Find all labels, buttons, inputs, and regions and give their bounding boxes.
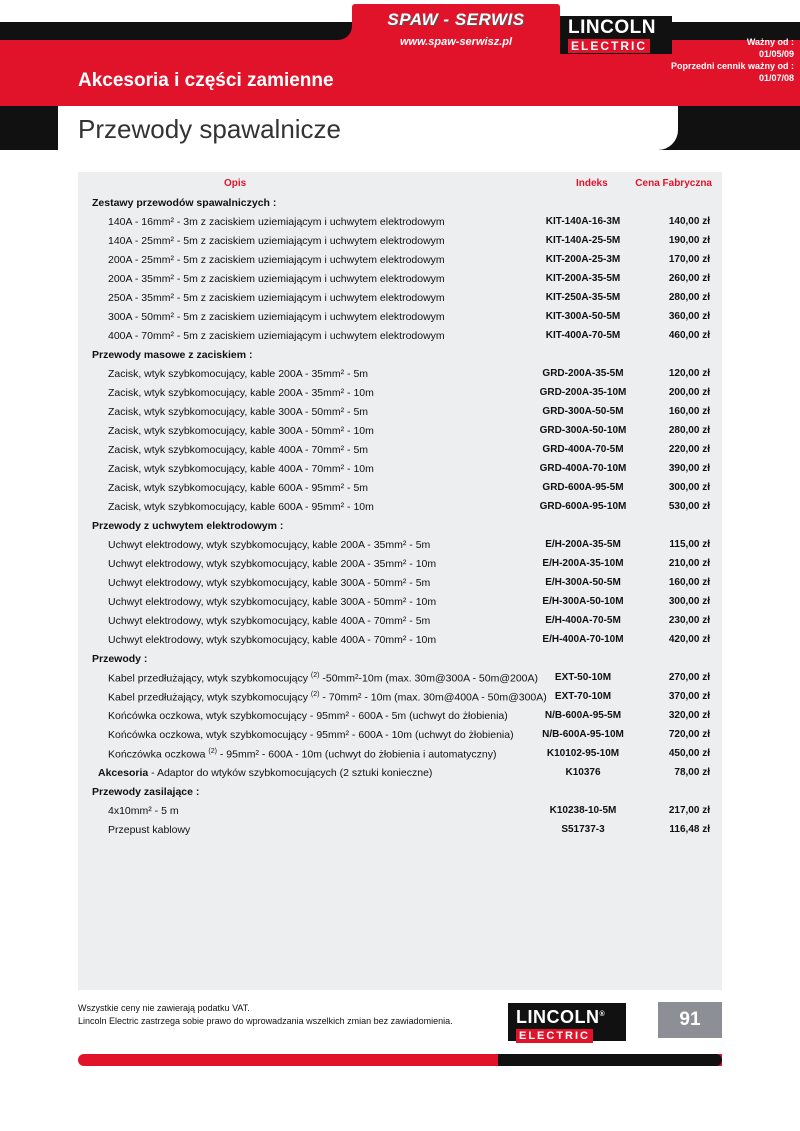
row-index: N/B-600A-95-10M bbox=[542, 729, 624, 740]
lincoln-wordmark: LINCOLN bbox=[568, 17, 656, 38]
row-index: GRD-300A-50-10M bbox=[539, 425, 627, 436]
row-description: Uchwyt elektrodowy, wtyk szybkomocujący, kable 400A - 70mm² - 5m bbox=[108, 615, 431, 627]
row-description: 140A - 25mm² - 5m z zaciskiem uziemiającym i uchwytem elektrodowym bbox=[108, 235, 445, 247]
row-description: Zacisk, wtyk szybkomocujący, kable 400A - 70mm² - 10m bbox=[108, 463, 374, 475]
registered-trademark-icon: ® bbox=[599, 1011, 606, 1018]
row-description: Zacisk, wtyk szybkomocujący, kable 200A - 35mm² - 10m bbox=[108, 387, 374, 399]
row-price: 170,00 zł bbox=[668, 254, 710, 265]
lincoln-electric-logo-header bbox=[560, 16, 672, 54]
table-group-header bbox=[78, 194, 722, 213]
table-row bbox=[78, 555, 722, 574]
footer-note-line2: Lincoln Electric zastrzega sobie prawo do wprowadzania wszelkich zmian bez zawiadomienia. bbox=[78, 1016, 453, 1026]
table-row bbox=[78, 327, 722, 346]
row-index: K10238-10-5M bbox=[549, 805, 617, 816]
footer-note-line1: Wszystkie ceny nie zawierają podatku VAT. bbox=[78, 1003, 250, 1013]
row-index: KIT-400A-70-5M bbox=[545, 330, 621, 341]
footer-note bbox=[78, 1002, 453, 1028]
group-label: Przewody zasilające : bbox=[92, 786, 200, 798]
row-price: 160,00 zł bbox=[668, 577, 710, 588]
table-header-row bbox=[78, 172, 722, 194]
row-price: 190,00 zł bbox=[668, 235, 710, 246]
row-description: Akcesoria - Adaptor do wtyków szybkomocujących (2 sztuki konieczne) bbox=[98, 767, 433, 779]
row-index: E/H-300A-50-10M bbox=[542, 596, 624, 607]
row-index: GRD-200A-35-5M bbox=[542, 368, 624, 379]
page-number: 91 bbox=[658, 1002, 722, 1038]
row-description: Końcówka oczkowa, wtyk szybkomocujący - 95mm² - 600A - 5m (uchwyt do żłobienia) bbox=[108, 710, 508, 722]
row-price: 300,00 zł bbox=[668, 596, 710, 607]
row-description: 200A - 25mm² - 5m z zaciskiem uziemiającym i uchwytem elektrodowym bbox=[108, 254, 445, 266]
row-price: 160,00 zł bbox=[668, 406, 710, 417]
row-index: E/H-400A-70-10M bbox=[542, 634, 624, 645]
row-price: 78,00 zł bbox=[674, 767, 710, 778]
row-description: 250A - 35mm² - 5m z zaciskiem uziemiającym i uchwytem elektrodowym bbox=[108, 292, 445, 304]
group-label: Przewody masowe z zaciskiem : bbox=[92, 349, 253, 361]
column-header-price: Cena Fabryczna bbox=[635, 178, 712, 189]
electric-wordmark: ELECTRIC bbox=[568, 39, 650, 53]
row-price: 360,00 zł bbox=[668, 311, 710, 322]
page-title: Przewody spawalnicze bbox=[78, 114, 342, 144]
table-row bbox=[78, 365, 722, 384]
table-body bbox=[78, 194, 722, 840]
spaw-serwis-url[interactable]: www.spaw-serwisz.pl bbox=[399, 36, 513, 48]
previous-price-list-date: 01/07/08 bbox=[758, 73, 794, 83]
row-price: 420,00 zł bbox=[668, 634, 710, 645]
row-price: 370,00 zł bbox=[668, 691, 710, 702]
row-price: 280,00 zł bbox=[668, 425, 710, 436]
price-table-panel bbox=[78, 172, 722, 990]
row-description: Uchwyt elektrodowy, wtyk szybkomocujący, kable 200A - 35mm² - 5m bbox=[108, 539, 431, 551]
row-index: GRD-300A-50-5M bbox=[542, 406, 624, 417]
table-row bbox=[78, 498, 722, 517]
table-row bbox=[78, 764, 722, 783]
row-index: EXT-50-10M bbox=[554, 672, 612, 683]
row-description: Zacisk, wtyk szybkomocujący, kable 600A - 95mm² - 10m bbox=[108, 501, 374, 513]
table-group-header bbox=[78, 783, 722, 802]
row-index: E/H-200A-35-10M bbox=[542, 558, 624, 569]
row-price: 320,00 zł bbox=[668, 710, 710, 721]
table-group-header bbox=[78, 650, 722, 669]
table-row bbox=[78, 308, 722, 327]
row-index: KIT-200A-25-3M bbox=[545, 254, 621, 265]
group-label: Przewody : bbox=[92, 653, 148, 665]
valid-from-label: Ważny od : bbox=[746, 37, 794, 47]
row-description: 300A - 50mm² - 5m z zaciskiem uziemiającym i uchwytem elektrodowym bbox=[108, 311, 445, 323]
group-label: Zestawy przewodów spawalniczych : bbox=[92, 197, 277, 209]
table-row bbox=[78, 460, 722, 479]
row-price: 300,00 zł bbox=[668, 482, 710, 493]
table-row bbox=[78, 612, 722, 631]
row-description: Końcówka oczkowa, wtyk szybkomocujący - 95mm² - 600A - 10m (uchwyt do żłobienia) bbox=[108, 729, 514, 741]
lincoln-electric-logo-footer bbox=[508, 1003, 626, 1041]
row-index: KIT-140A-16-3M bbox=[545, 216, 621, 227]
row-price: 217,00 zł bbox=[668, 805, 710, 816]
row-description: 140A - 16mm² - 3m z zaciskiem uziemiającym i uchwytem elektrodowym bbox=[108, 216, 445, 228]
row-index: S51737-3 bbox=[561, 824, 605, 835]
lincoln-wordmark-footer bbox=[516, 1006, 620, 1026]
row-price: 270,00 zł bbox=[668, 672, 710, 683]
row-index: GRD-600A-95-5M bbox=[542, 482, 624, 493]
column-header-description: Opis bbox=[224, 178, 247, 189]
row-price: 115,00 zł bbox=[669, 539, 710, 550]
row-description: 200A - 35mm² - 5m z zaciskiem uziemiającym i uchwytem elektrodowym bbox=[108, 273, 445, 285]
row-index: GRD-400A-70-10M bbox=[539, 463, 627, 474]
table-row bbox=[78, 213, 722, 232]
row-description: Zacisk, wtyk szybkomocujący, kable 600A - 95mm² - 5m bbox=[108, 482, 369, 494]
table-row bbox=[78, 802, 722, 821]
table-row bbox=[78, 422, 722, 441]
row-description: 4x10mm² - 5 m bbox=[108, 805, 179, 817]
row-description: Zacisk, wtyk szybkomocujący, kable 200A - 35mm² - 5m bbox=[108, 368, 369, 380]
lincoln-text-footer: LINCOLN bbox=[516, 1007, 600, 1027]
row-price: 200,00 zł bbox=[668, 387, 710, 398]
row-index: E/H-200A-35-5M bbox=[545, 539, 621, 550]
row-description: Kończówka oczkowa $^{(2)}$ - 95mm² - 600A - 10m (uchwyt do żłobienia i automatyczny) bbox=[108, 748, 497, 761]
row-description: Zacisk, wtyk szybkomocujący, kable 400A - 70mm² - 5m bbox=[108, 444, 369, 456]
table-group-header bbox=[78, 517, 722, 536]
row-description: Uchwyt elektrodowy, wtyk szybkomocujący, kable 300A - 50mm² - 10m bbox=[108, 596, 437, 608]
row-index: GRD-200A-35-10M bbox=[539, 387, 627, 398]
row-index: KIT-140A-25-5M bbox=[545, 235, 621, 246]
row-description: Kabel przedłużający, wtyk szybkomocujący $^{(2)}$ -50mm²-10m (max. 30m@300A - 50m@200A) bbox=[108, 672, 539, 685]
table-row bbox=[78, 593, 722, 612]
table-group-header bbox=[78, 346, 722, 365]
row-index: E/H-300A-50-5M bbox=[545, 577, 621, 588]
table-row bbox=[78, 745, 722, 764]
table-row bbox=[78, 688, 722, 707]
table-row bbox=[78, 403, 722, 422]
previous-price-list-label: Poprzedni cennik ważny od : bbox=[670, 61, 794, 71]
row-description: Uchwyt elektrodowy, wtyk szybkomocujący, kable 400A - 70mm² - 10m bbox=[108, 634, 437, 646]
valid-from-date: 01/05/09 bbox=[758, 49, 794, 59]
table-row bbox=[78, 536, 722, 555]
row-description: Uchwyt elektrodowy, wtyk szybkomocujący, kable 300A - 50mm² - 5m bbox=[108, 577, 431, 589]
spaw-serwis-title: SPAW - SERWIS bbox=[387, 10, 525, 29]
table-row bbox=[78, 289, 722, 308]
row-price: 720,00 zł bbox=[668, 729, 710, 740]
header-black-left-bar bbox=[0, 22, 352, 40]
table-row bbox=[78, 574, 722, 593]
table-row bbox=[78, 441, 722, 460]
row-price: 116,48 zł bbox=[669, 824, 710, 835]
row-price: 120,00 zł bbox=[668, 368, 710, 379]
row-description: Uchwyt elektrodowy, wtyk szybkomocujący, kable 200A - 35mm² - 10m bbox=[108, 558, 437, 570]
table-row bbox=[78, 232, 722, 251]
footer-black-bar bbox=[498, 1054, 722, 1066]
table-row bbox=[78, 631, 722, 650]
row-price: 530,00 zł bbox=[668, 501, 710, 512]
row-price: 450,00 zł bbox=[668, 748, 710, 759]
row-price: 140,00 zł bbox=[668, 216, 710, 227]
row-price: 390,00 zł bbox=[668, 463, 710, 474]
group-label: Przewody z uchwytem elektrodowym : bbox=[92, 520, 284, 532]
row-index: E/H-400A-70-5M bbox=[545, 615, 621, 626]
row-index: KIT-200A-35-5M bbox=[545, 273, 621, 284]
validity-info bbox=[668, 36, 800, 84]
column-header-index: Indeks bbox=[576, 178, 608, 189]
row-price: 220,00 zł bbox=[668, 444, 710, 455]
table-row bbox=[78, 669, 722, 688]
row-price: 460,00 zł bbox=[668, 330, 710, 341]
row-index: KIT-300A-50-5M bbox=[545, 311, 621, 322]
category-title: Akcesoria i części zamienne bbox=[78, 70, 334, 91]
row-index: GRD-400A-70-5M bbox=[542, 444, 624, 455]
table-row bbox=[78, 251, 722, 270]
row-description: Przepust kablowy bbox=[108, 824, 191, 836]
row-index: K10102-95-10M bbox=[546, 748, 620, 759]
table-row bbox=[78, 726, 722, 745]
row-description: Kabel przedłużający, wtyk szybkomocujący $^{(2)}$ - 70mm² - 10m (max. 30m@400A - 50m@300A) bbox=[108, 691, 547, 704]
table-row bbox=[78, 479, 722, 498]
row-description: Zacisk, wtyk szybkomocujący, kable 300A - 50mm² - 10m bbox=[108, 425, 374, 437]
row-price: 210,00 zł bbox=[668, 558, 710, 569]
row-index: KIT-250A-35-5M bbox=[545, 292, 621, 303]
spaw-serwis-logo bbox=[352, 4, 560, 52]
row-index: K10376 bbox=[565, 767, 601, 778]
table-row bbox=[78, 821, 722, 840]
row-price: 280,00 zł bbox=[668, 292, 710, 303]
row-index: N/B-600A-95-5M bbox=[544, 710, 622, 721]
table-row bbox=[78, 707, 722, 726]
table-row bbox=[78, 270, 722, 289]
electric-wordmark-footer: ELECTRIC bbox=[516, 1029, 593, 1043]
row-description: 400A - 70mm² - 5m z zaciskiem uziemiającym i uchwytem elektrodowym bbox=[108, 330, 445, 342]
row-price: 260,00 zł bbox=[668, 273, 710, 284]
table-row bbox=[78, 384, 722, 403]
row-price: 230,00 zł bbox=[668, 615, 710, 626]
row-description: Zacisk, wtyk szybkomocujący, kable 300A - 50mm² - 5m bbox=[108, 406, 369, 418]
row-index: EXT-70-10M bbox=[554, 691, 612, 702]
row-index: GRD-600A-95-10M bbox=[539, 501, 627, 512]
